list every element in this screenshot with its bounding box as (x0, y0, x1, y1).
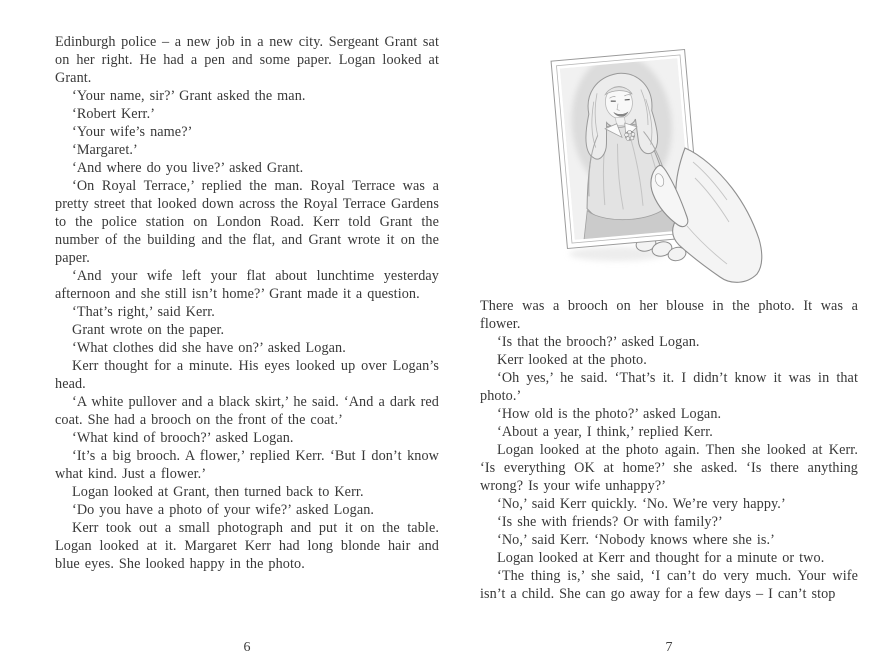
left-page-number: 6 (243, 640, 251, 655)
paragraph: ‘How old is the photo?’ asked Logan. (497, 406, 722, 422)
paragraph: Logan looked at Grant, then turned back to Kerr. (72, 484, 364, 500)
paragraph: ‘It’s a big brooch. A flower,’ replied Kerr. ‘But I don’t know what kind. Just a flower.’ (55, 448, 439, 482)
right-text-column (480, 297, 858, 603)
paragraph: Logan looked at Kerr and thought for a minute or two. (497, 550, 825, 566)
paragraph: ‘A white pullover and a black skirt,’ he said. ‘And a dark red coat. She had a brooch on the front of the coat.’ (55, 394, 439, 428)
left-text-column (55, 33, 439, 573)
paragraph: There was a brooch on her blouse in the photo. It was a flower. (480, 298, 858, 332)
paragraph: ‘What kind of brooch?’ asked Logan. (72, 430, 294, 446)
paragraph: Edinburgh police – a new job in a new city. Sergeant Grant sat on her right. He had a pen and some paper. Logan looked at Grant. (55, 34, 439, 86)
paragraph: Logan looked at the photo again. Then she looked at Kerr. ‘Is everything OK at home?’ she asked. ‘Is there anything wrong? Is your wife unhappy?’ (480, 442, 858, 494)
paragraph: ‘The thing is,’ she said, ‘I can’t do very much. Your wife isn’t a child. She can go away for a few days – I can’t stop (480, 568, 858, 602)
paragraph: ‘What clothes did she have on?’ asked Logan. (72, 340, 346, 356)
paragraph: Grant wrote on the paper. (72, 322, 225, 338)
paragraph: ‘Is that the brooch?’ asked Logan. (497, 334, 700, 350)
paragraph: ‘Oh yes,’ he said. ‘That’s it. I didn’t know it was in that photo.’ (480, 370, 858, 404)
paragraph: ‘Do you have a photo of your wife?’ asked Logan. (72, 502, 375, 518)
paragraph: Kerr took out a small photograph and put it on the table. Logan looked at it. Margaret Kerr had long blonde hair and blue eyes. She looked happy in the photo. (55, 520, 439, 572)
paragraph: ‘That’s right,’ said Kerr. (72, 304, 215, 320)
paragraph: ‘About a year, I think,’ replied Kerr. (497, 424, 713, 440)
paragraph: ‘On Royal Terrace,’ replied the man. Royal Terrace was a pretty street that looked down across the Royal Terrace Gardens to the police station on London Road. Kerr told Grant the number of the building and the flat, and Grant wrote it on the paper. (55, 178, 439, 266)
paragraph: ‘Margaret.’ (72, 142, 138, 158)
paragraph: ‘No,’ said Kerr. ‘Nobody knows where she is.’ (497, 532, 775, 548)
paragraph: Kerr looked at the photo. (497, 352, 647, 368)
paragraph: ‘No,’ said Kerr quickly. ‘No. We’re very happy.’ (497, 496, 786, 512)
paragraph: ‘Robert Kerr.’ (72, 106, 156, 122)
illustration-hand-holding-photo (545, 28, 805, 293)
paragraph: ‘And where do you live?’ asked Grant. (72, 160, 304, 176)
paragraph: Kerr thought for a minute. His eyes looked up over Logan’s head. (55, 358, 439, 392)
paragraph: ‘Is she with friends? Or with family?’ (497, 514, 723, 530)
paragraph: ‘Your name, sir?’ Grant asked the man. (72, 88, 306, 104)
right-page-number: 7 (665, 640, 673, 655)
paragraph: ‘Your wife’s name?’ (72, 124, 193, 140)
paragraph: ‘And your wife left your flat about lunchtime yesterday afternoon and she still isn’t home?’ Grant made it a question. (55, 268, 439, 302)
